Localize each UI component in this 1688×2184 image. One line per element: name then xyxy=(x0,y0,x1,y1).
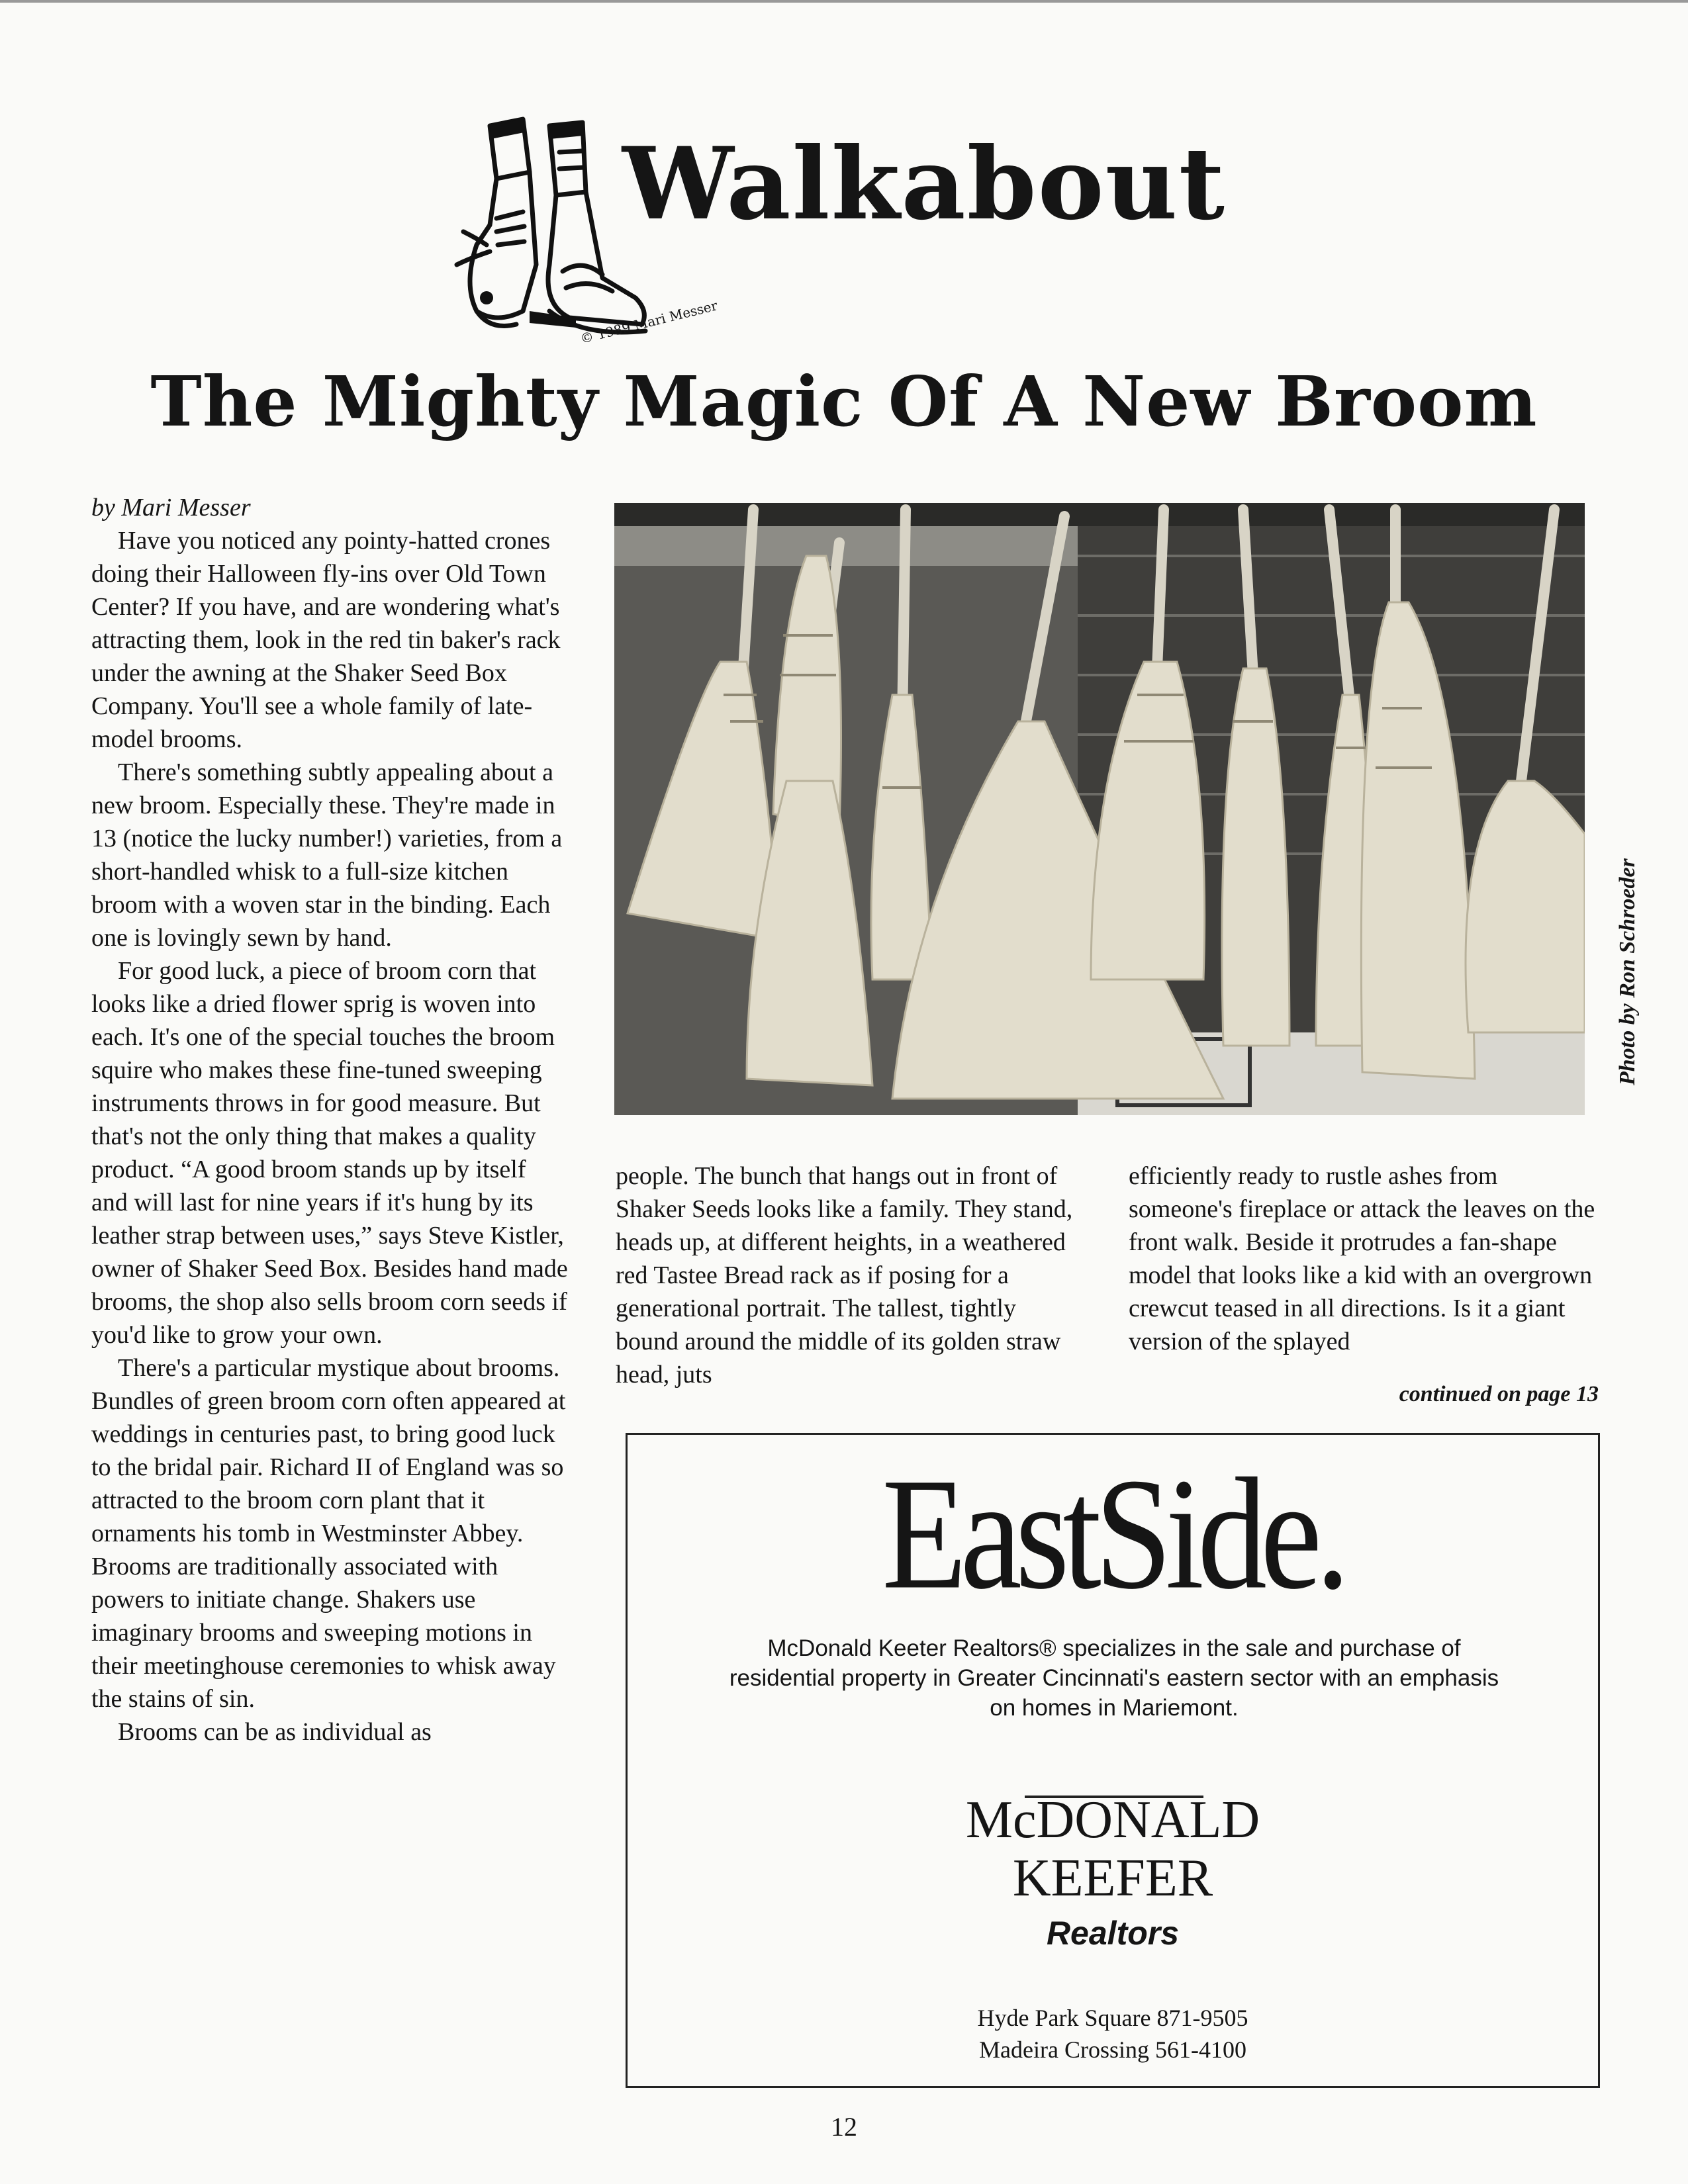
ad-brand: EastSide. xyxy=(882,1445,1344,1623)
paragraph: people. The bunch that hangs out in front of Shaker Seeds looks like a family. They stand, heads up, at different heights, in a weathered red Tastee Bread rack as if posing for a generational portrait. The tallest, tightly bound around the middle of its golden straw head, juts xyxy=(616,1162,1073,1388)
brooms-hanging-photo xyxy=(614,503,1585,1115)
ad-location-2: Madeira Crossing 561-4100 xyxy=(979,2036,1246,2063)
ad-logo-line-3: Realtors xyxy=(1046,1915,1180,1952)
paragraph: Have you noticed any pointy-hatted crones doing their Halloween fly-ins over Old Town Center? If you have, and are wondering what's attracting them, look in the red tin baker's rack under the awning at the Shaker Seed Box Company. You'll see a whole family of late-model brooms. xyxy=(91,527,561,753)
paragraph: efficiently ready to rustle ashes from someone's fireplace or attack the leaves on the front walk. Beside it protrudes a fan-shape model that looks like a kid with an overgrown crewcut teased in all directions. Is it a giant version of the splayed xyxy=(1129,1162,1595,1355)
paragraph: For good luck, a piece of broom corn that looks like a dried flower sprig is woven into each. It's one of the special touches the broom squire who makes these fine-tuned sweeping instruments throws in for good measure. But that's not the only thing that makes a quality product. “A good broom stands up by itself and will last for nine years if it's hung by its leather strap between uses,” says Steve Kistler, owner of Shaker Seed Box. Besides hand made brooms, the shop also sells broom corn seeds if you'd like to grow your own. xyxy=(91,957,568,1349)
masthead-title: Walkabout xyxy=(622,126,1226,242)
paragraph: There's a particular mystique about brooms. Bundles of green broom corn often appeared at weddings in centuries past, to bring good luck to the bridal pair. Richard II of England was so attracted to the broom corn plant that it ornaments his tomb in Westminster Abbey. Brooms are traditionally associated with powers to initiate change. Shakers use imaginary brooms and sweeping motions in their meetinghouse ceremonies to whisk away the stains of sin. xyxy=(91,1354,566,1713)
paragraph: There's something subtly appealing about a new broom. Especially these. They're made in 13 (notice the lucky number!) varieties, from a short-handled whisk to a full-size kitchen broom with a woven star in the binding. Each one is lovingly sewn by hand. xyxy=(91,758,563,952)
page-number: 12 xyxy=(831,2112,857,2142)
photo-credit: Photo by Ron Schroeder xyxy=(1615,858,1640,1085)
ad-logo-line-2: KEEFER xyxy=(1012,1849,1213,1907)
ad-description: McDonald Keeter Realtors® specializes in the sale and purchase of residential property in Greater Cincinnati's eastern sector with an emphasis on homes in Mariemont. xyxy=(729,1635,1499,1721)
article-column-2 xyxy=(616,1160,1079,1391)
copyright-note: © 1989 Mari Messer xyxy=(579,297,720,347)
ad-location-1: Hyde Park Square 871-9505 xyxy=(977,2005,1248,2031)
continued-note: continued on page 13 xyxy=(1399,1382,1599,1406)
realtor-advertisement xyxy=(626,1433,1600,2088)
headline: The Mighty Magic Of A New Broom xyxy=(150,361,1538,442)
top-rule xyxy=(0,0,1688,3)
byline: by Mari Messer xyxy=(91,494,251,522)
paragraph: Brooms can be as individual as xyxy=(118,1718,432,1746)
article-column-3 xyxy=(1129,1160,1605,1358)
ad-logo-line-1: McDONALD xyxy=(965,1791,1260,1849)
article-column-1 xyxy=(91,491,568,1749)
